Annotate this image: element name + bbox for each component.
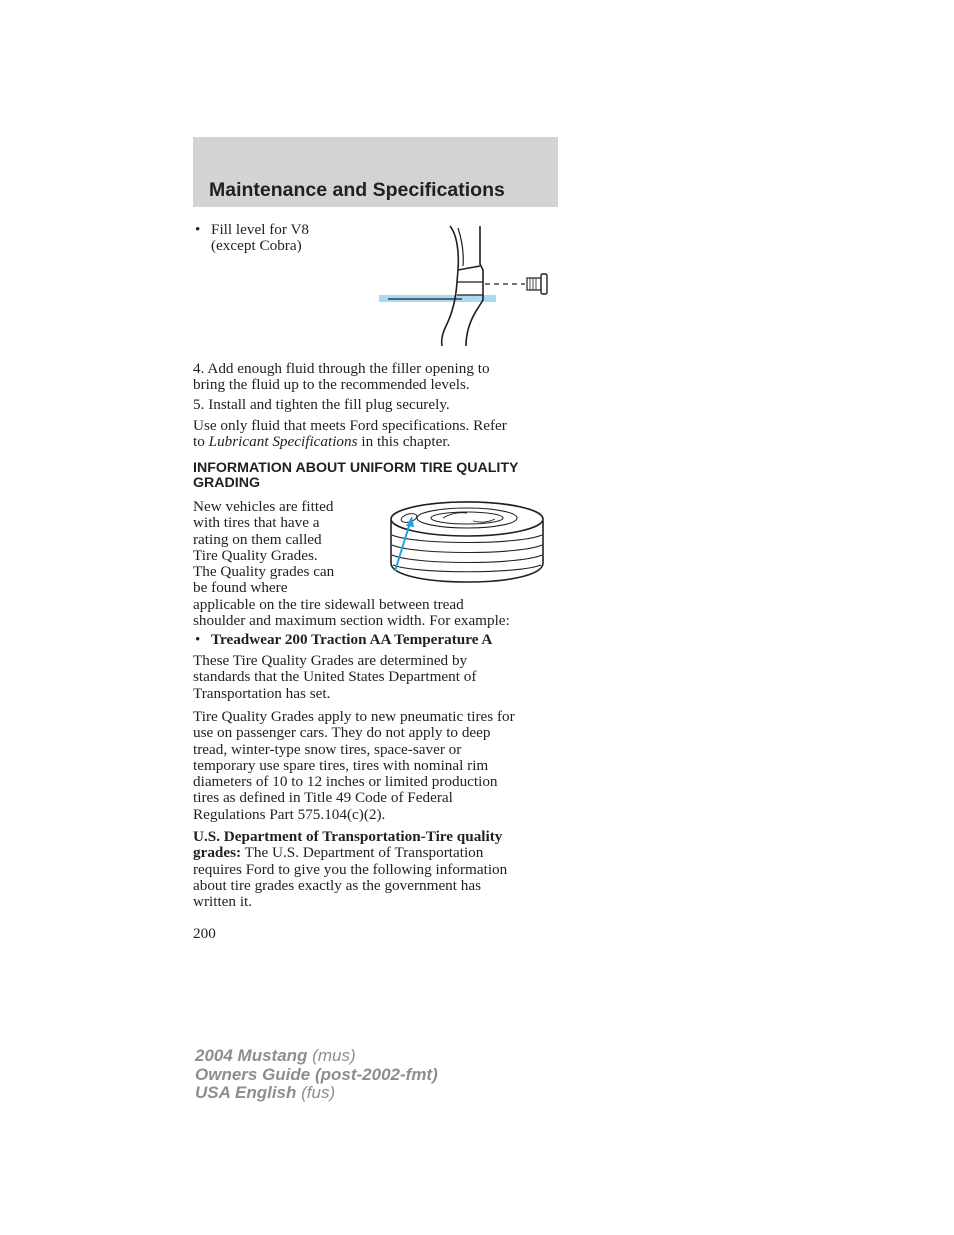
example-bullet bbox=[193, 632, 559, 649]
page-title: Maintenance and Specifications bbox=[209, 179, 505, 201]
step-5 bbox=[193, 397, 559, 413]
bullet-glyph: • bbox=[195, 631, 201, 648]
section-heading-line2: GRADING bbox=[193, 475, 260, 492]
fluid-note: Use only fluid that meets Ford specifications. Refer to Lubricant Specifications in this chapter. bbox=[193, 418, 559, 451]
fill-plug-diagram-icon bbox=[370, 222, 560, 348]
page-number: 200 bbox=[193, 925, 216, 942]
fill-plug-bolt-icon bbox=[527, 274, 547, 294]
fill-level-line1: Fill level for V8 bbox=[211, 221, 310, 238]
fill-level-bullet bbox=[193, 222, 333, 256]
dot-grades-heading: U.S. Department of Transportation-Tire quality bbox=[193, 828, 503, 845]
section-heading-line1: INFORMATION ABOUT UNIFORM TIRE QUALITY bbox=[193, 460, 519, 476]
step-4-line2: bring the fluid up to the recommended levels. bbox=[193, 376, 470, 394]
footer-language: USA English bbox=[195, 1083, 297, 1103]
document-footer: 2004 Mustang (mus) Owners Guide (post-2002-fmt) USA English (fus) bbox=[195, 1046, 438, 1103]
fill-level-line2: (except Cobra) bbox=[211, 237, 302, 255]
tire-diagram-icon bbox=[385, 499, 550, 585]
standards-paragraph: These Tire Quality Grades are determined by standards that the United States Department of Transportation has set. bbox=[193, 652, 477, 702]
section-heading bbox=[193, 461, 559, 491]
header-band bbox=[193, 137, 558, 207]
step-5-text: 5. Install and tighten the fill plug securely. bbox=[193, 396, 450, 413]
dot-grades-paragraph: U.S. Department of Transportation-Tire quality grades: The U.S. Department of Transportation requires Ford to give you the following information about tire grades exactly as the government has written it. bbox=[193, 829, 559, 910]
fluid-note-line1: Use only fluid that meets Ford specifications. Refer bbox=[193, 417, 507, 434]
example-grade-text: Treadwear 200 Traction AA Temperature A bbox=[211, 631, 493, 648]
bullet-glyph: • bbox=[195, 221, 201, 238]
step-4-line1: 4. Add enough fluid through the filler opening to bbox=[193, 360, 490, 377]
intro-paragraph: New vehicles are fitted with tires that have a rating on them called Tire Quality Grades. The Quality grades can be found where applicable on the tire sidewall between tread shoulder and maximum section width. For example: bbox=[193, 498, 510, 630]
footer-model: 2004 Mustang bbox=[195, 1046, 308, 1065]
applicability-paragraph: Tire Quality Grades apply to new pneumatic tires for use on passenger cars. They do not apply to deep tread, winter-type snow tires, space-saver or temporary use spare tires, tires with nominal rim diameters of 10 to 12 inches or limited production tires as defined in Title 49 Code of Federal Regulations Part 575.104(c)(2). bbox=[193, 708, 515, 823]
footer-guide: Owners Guide (post-2002-fmt) bbox=[195, 1064, 438, 1084]
step-4 bbox=[193, 361, 559, 394]
lubricant-specifications-link: Lubricant Specifications bbox=[208, 433, 358, 451]
